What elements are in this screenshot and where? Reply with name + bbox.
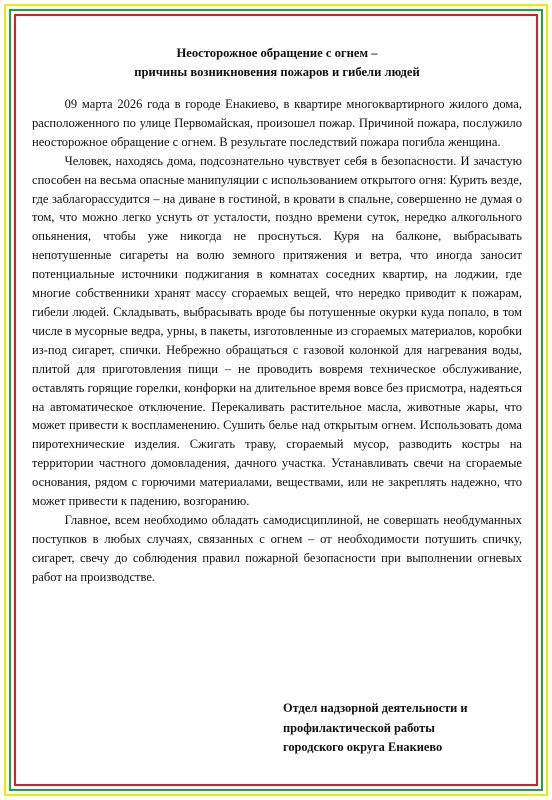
paragraph-incident: 09 марта 2026 года в городе Енакиево, в квартире многоквартирного жилого дома, расположенного по улице Первомайская, произошел пожар. Причиной пожара, послужило неосторожное обращение с огнем. В результате последствий пожара погибла женщина. xyxy=(32,97,522,149)
signature-block xyxy=(283,699,523,758)
document-title xyxy=(32,44,522,81)
paragraph-hazards: Человек, находясь дома, подсознательно чувствует себя в безопасности. И зачастую способен на весьма опасные манипуляции с использованием открытого огня: Курить везде, где заблагорассудится – на диване в гостиной, в кровати в спальне, совершенно не думая о том, что можно легко уснуть от усталости, поздно времени суток, нередко алкогольного опьянения, чтобы уже никогда не проснуться. Куря на балконе, выбрасывать непотушенные сигареты на волю земного притяжения и ветра, что иногда заносит потенциальные источники поджигания в комнатах соседних квартир, на лоджии, где многие собственники хранят массу сгораемых вещей, что нередко приводит к пожарам, гибели людей. Складывать, выбрасывать вроде бы потушенные окурки куда попало, в том числе в мусорные ведра, урны, в пакеты, изготовленные из сгораемых материалов, коробки из-под сигарет, спички. Небрежно обращаться с газовой колонкой для нагревания воды, плитой для приготовления пищи – не проводить вовремя техническое обслуживание, оставлять горящие горелки, конфорки на длительное время вовсе без присмотра, надеяться на автоматическое отключение. Перекаливать растительное масла, животные жары, что может привести к воспламенению. Сушить белье над открытым огнем. Использовать дома пиротехнические изделия. Сжигать траву, сгораемый мусор, разводить костры на территории частного домовладения, дачного участка. Устанавливать свечи на сгораемые основания, рядом с горючими материалами, веществами, или не закреплять надежно, что может привести к падению, возгоранию. xyxy=(32,153,522,509)
title-line-2: причины возникновения пожаров и гибели людей xyxy=(134,64,420,79)
document-body xyxy=(32,44,522,587)
paragraph-conclusion: Главное, всем необходимо обладать самодисциплиной, не совершать необдуманных поступков в любых случаях, связанных с огнем – от необходимости потушить спичку, сигарет, свечу до соблюдения правил пожарной безопасности при выполнении огневых работ на производстве. xyxy=(32,512,522,584)
signature-line-2: профилактической работы xyxy=(283,720,435,735)
title-line-1: Неосторожное обращение с огнем – xyxy=(176,46,378,60)
signature-line-3: городского округа Енакиево xyxy=(283,740,443,754)
signature-line-1: Отдел надзорной деятельности и xyxy=(283,701,468,715)
